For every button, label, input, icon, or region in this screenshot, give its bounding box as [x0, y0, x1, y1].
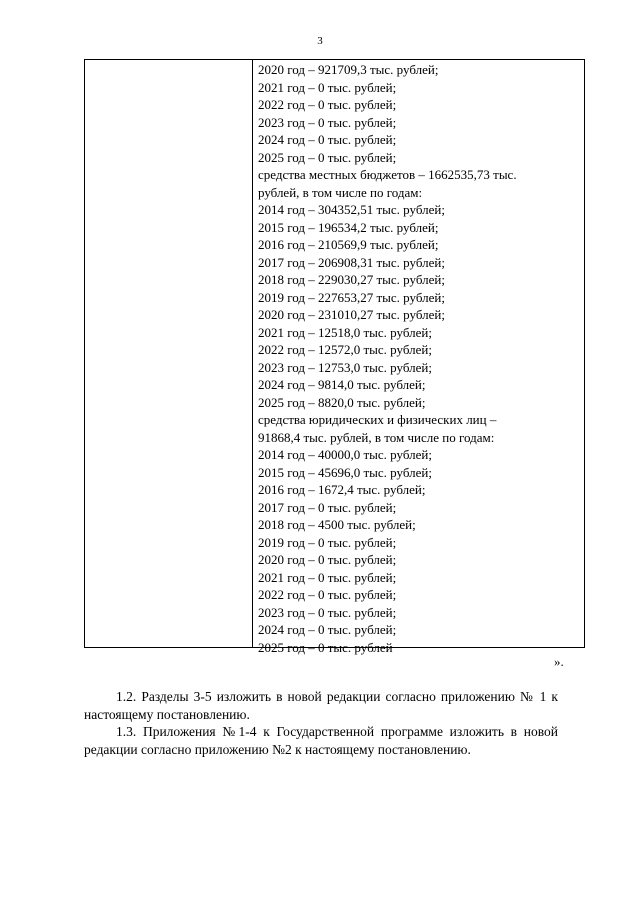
- financing-line: 91868,4 тыс. рублей, в том числе по годам:: [258, 429, 495, 445]
- financing-table: [84, 59, 585, 655]
- financing-line: 2023 год – 12753,0 тыс. рублей;: [258, 359, 432, 375]
- financing-line: 2023 год – 0 тыс. рублей;: [258, 604, 397, 620]
- financing-line: 2021 год – 12518,0 тыс. рублей;: [258, 324, 432, 340]
- financing-line: 2018 год – 4500 тыс. рублей;: [258, 517, 416, 532]
- financing-line: 2019 год – 227653,27 тыс. рублей;: [258, 289, 445, 305]
- financing-line: 2020 год – 231010,27 тыс. рублей;: [258, 307, 445, 322]
- financing-line: 2020 год – 921709,3 тыс. рублей;: [258, 62, 439, 77]
- financing-line: средства юридических и физических лиц –: [258, 412, 497, 427]
- closing-quote: ».: [554, 654, 564, 669]
- financing-line: 2015 год – 45696,0 тыс. рублей;: [258, 464, 432, 480]
- financing-line: рублей, в том числе по годам:: [258, 184, 423, 200]
- financing-line: 2022 год – 12572,0 тыс. рублей;: [258, 342, 432, 357]
- financing-line: 2024 год – 9814,0 тыс. рублей;: [258, 377, 426, 392]
- financing-line: 2021 год – 0 тыс. рублей;: [258, 569, 397, 585]
- financing-line: средства местных бюджетов – 1662535,73 тыс.: [258, 167, 517, 182]
- paragraph-1-3: 1.3. Приложения №1-4 к Государственной программе изложить в новой редакции согласно приложению №2 к настоящему постановлению.: [84, 724, 558, 757]
- financing-lines: [258, 61, 580, 656]
- financing-line: 2016 год – 1672,4 тыс. рублей;: [258, 482, 426, 497]
- financing-line: 2014 год – 304352,51 тыс. рублей;: [258, 202, 445, 217]
- financing-line: 2019 год – 0 тыс. рублей;: [258, 534, 397, 550]
- financing-line: 2017 год – 206908,31 тыс. рублей;: [258, 254, 445, 270]
- financing-line: 2024 год – 0 тыс. рублей;: [258, 132, 397, 147]
- financing-line: 2022 год – 0 тыс. рублей;: [258, 97, 397, 112]
- financing-line: 2025 год – 0 тыс. рублей: [258, 639, 393, 655]
- financing-line: 2025 год – 0 тыс. рублей;: [258, 149, 397, 165]
- financing-line: 2015 год – 196534,2 тыс. рублей;: [258, 219, 439, 235]
- financing-line: 2024 год – 0 тыс. рублей;: [258, 622, 397, 637]
- financing-line: 2021 год – 0 тыс. рублей;: [258, 79, 397, 95]
- paragraph-1-2: 1.2. Разделы 3-5 изложить в новой редакции согласно приложению № 1 к настоящему постановлению.: [84, 689, 558, 722]
- financing-line: 2014 год – 40000,0 тыс. рублей;: [258, 447, 432, 462]
- financing-line: 2023 год – 0 тыс. рублей;: [258, 114, 397, 130]
- financing-line: 2017 год – 0 тыс. рублей;: [258, 499, 397, 515]
- financing-line: 2018 год – 229030,27 тыс. рублей;: [258, 272, 445, 287]
- financing-line: 2016 год – 210569,9 тыс. рублей;: [258, 237, 439, 252]
- page-number: 3: [317, 35, 323, 47]
- column-divider: [252, 60, 253, 647]
- financing-line: 2020 год – 0 тыс. рублей;: [258, 552, 397, 567]
- financing-line: 2022 год – 0 тыс. рублей;: [258, 587, 397, 602]
- financing-line: 2025 год – 8820,0 тыс. рублей;: [258, 394, 426, 410]
